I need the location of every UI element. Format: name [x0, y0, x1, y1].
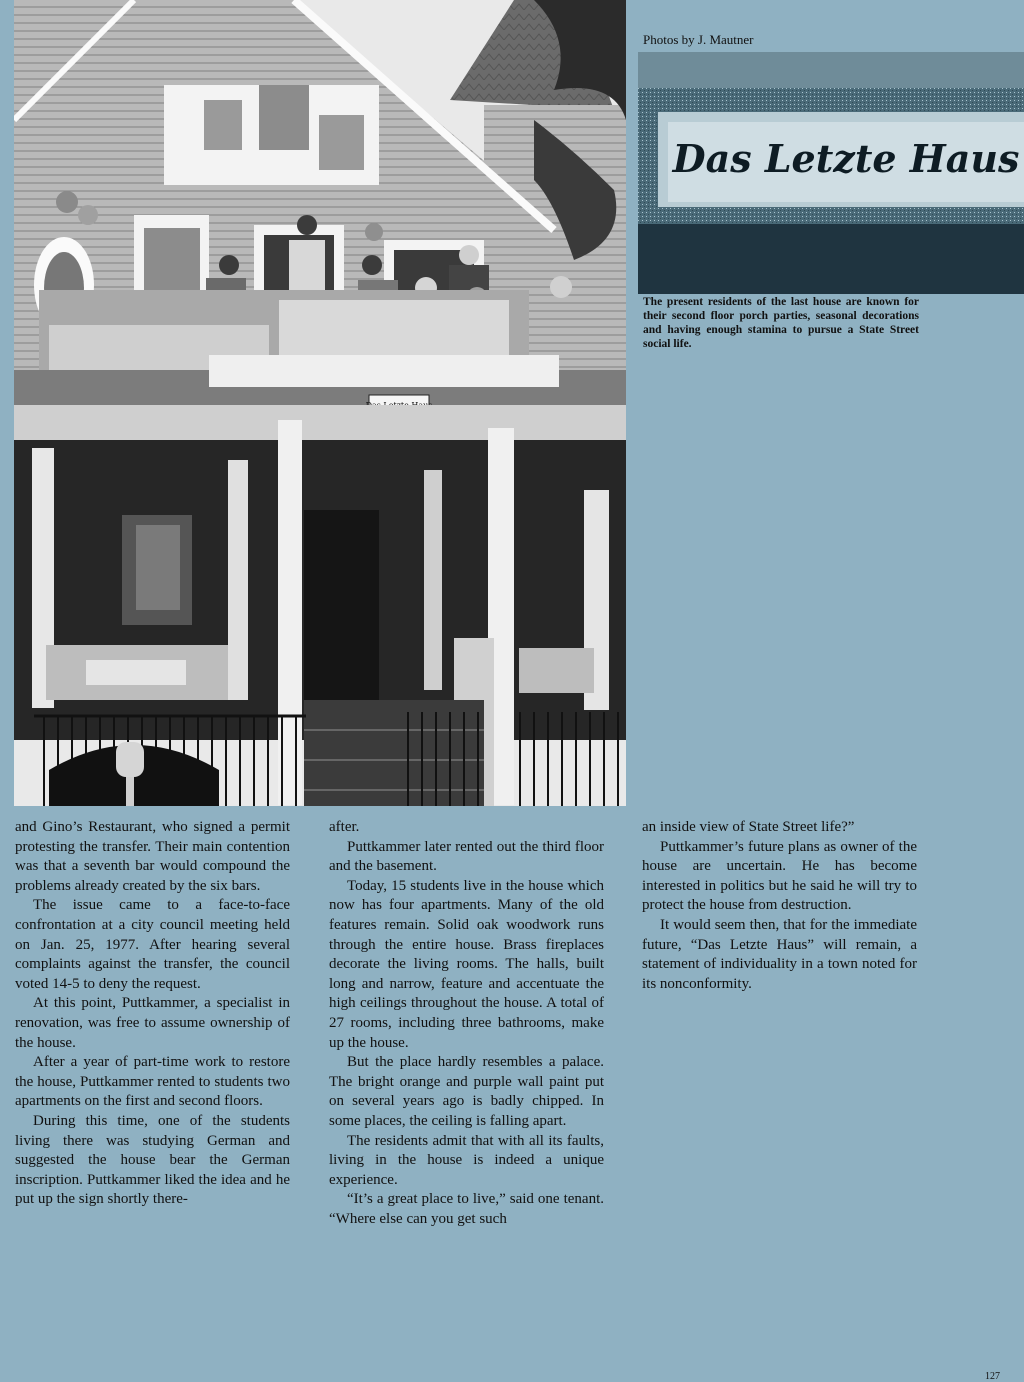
paragraph: Puttkammer later rented out the third floor and the basement.: [329, 838, 604, 875]
sign-text: Das Letzte Haus: [672, 136, 1020, 181]
paragraph: and Gino’s Restaurant, who signed a permit protesting the transfer. Their main contention was that a seventh bar would compound the problems already created by the six bars.: [15, 819, 290, 894]
article-column-3: [642, 818, 917, 994]
paragraph: an inside view of State Street life?”: [642, 819, 855, 835]
photo-caption: The present residents of the last house are known for their second floor porch parties, seasonal decorations and having enough stamina to pursue a State Street social life.: [643, 296, 919, 350]
paragraph: “It’s a great place to live,” said one tenant. “Where else can you get such: [329, 1191, 604, 1227]
page-number: 127: [985, 1371, 1000, 1382]
sign-photo: [638, 52, 1024, 294]
paragraph: But the place hardly resembles a palace. The bright orange and purple wall paint put on several years ago is badly chipped. In some places, the ceiling is falling apart.: [329, 1054, 604, 1129]
house-photo: [14, 0, 626, 806]
photo-credit: Photos by J. Mautner: [643, 32, 754, 47]
paragraph: At this point, Puttkammer, a specialist in renovation, was free to assume ownership of the house.: [15, 995, 290, 1051]
article-column-1: [15, 818, 290, 1210]
paragraph: The issue came to a face-to-face confrontation at a city council meeting held on Jan. 25, 1977. After hearing several complaints against the transfer, the council voted 14-5 to deny the request.: [15, 897, 290, 992]
paragraph: The residents admit that with all its faults, living in the house is indeed a unique experience.: [329, 1132, 604, 1188]
paragraph: after.: [329, 819, 360, 835]
paragraph: After a year of part-time work to restore the house, Puttkammer rented to students two apartments on the first and second floors.: [15, 1054, 290, 1110]
paragraph: It would seem then, that for the immediate future, “Das Letzte Haus” will remain, a statement of individuality in a town noted for its nonconformity.: [642, 916, 917, 992]
paragraph: Today, 15 students live in the house which now has four apartments. Many of the old features remain. Solid oak woodwork runs through the entire house. Brass fireplaces decorate the living rooms. The halls, built long and narrow, feature and accentuate the high ceilings throughout the house. A total of 27 rooms, including three bathrooms, make up the house.: [329, 877, 604, 1051]
article-column-2: [329, 818, 604, 1229]
paragraph: During this time, one of the students living there was studying German and suggested the house bear the German inscription. Puttkammer liked the idea and he put up the sign shortly there-: [15, 1112, 290, 1208]
paragraph: Puttkammer’s future plans as owner of the house are uncertain. He has become interested in politics but he said he will try to protect the house from destruction.: [642, 838, 917, 914]
